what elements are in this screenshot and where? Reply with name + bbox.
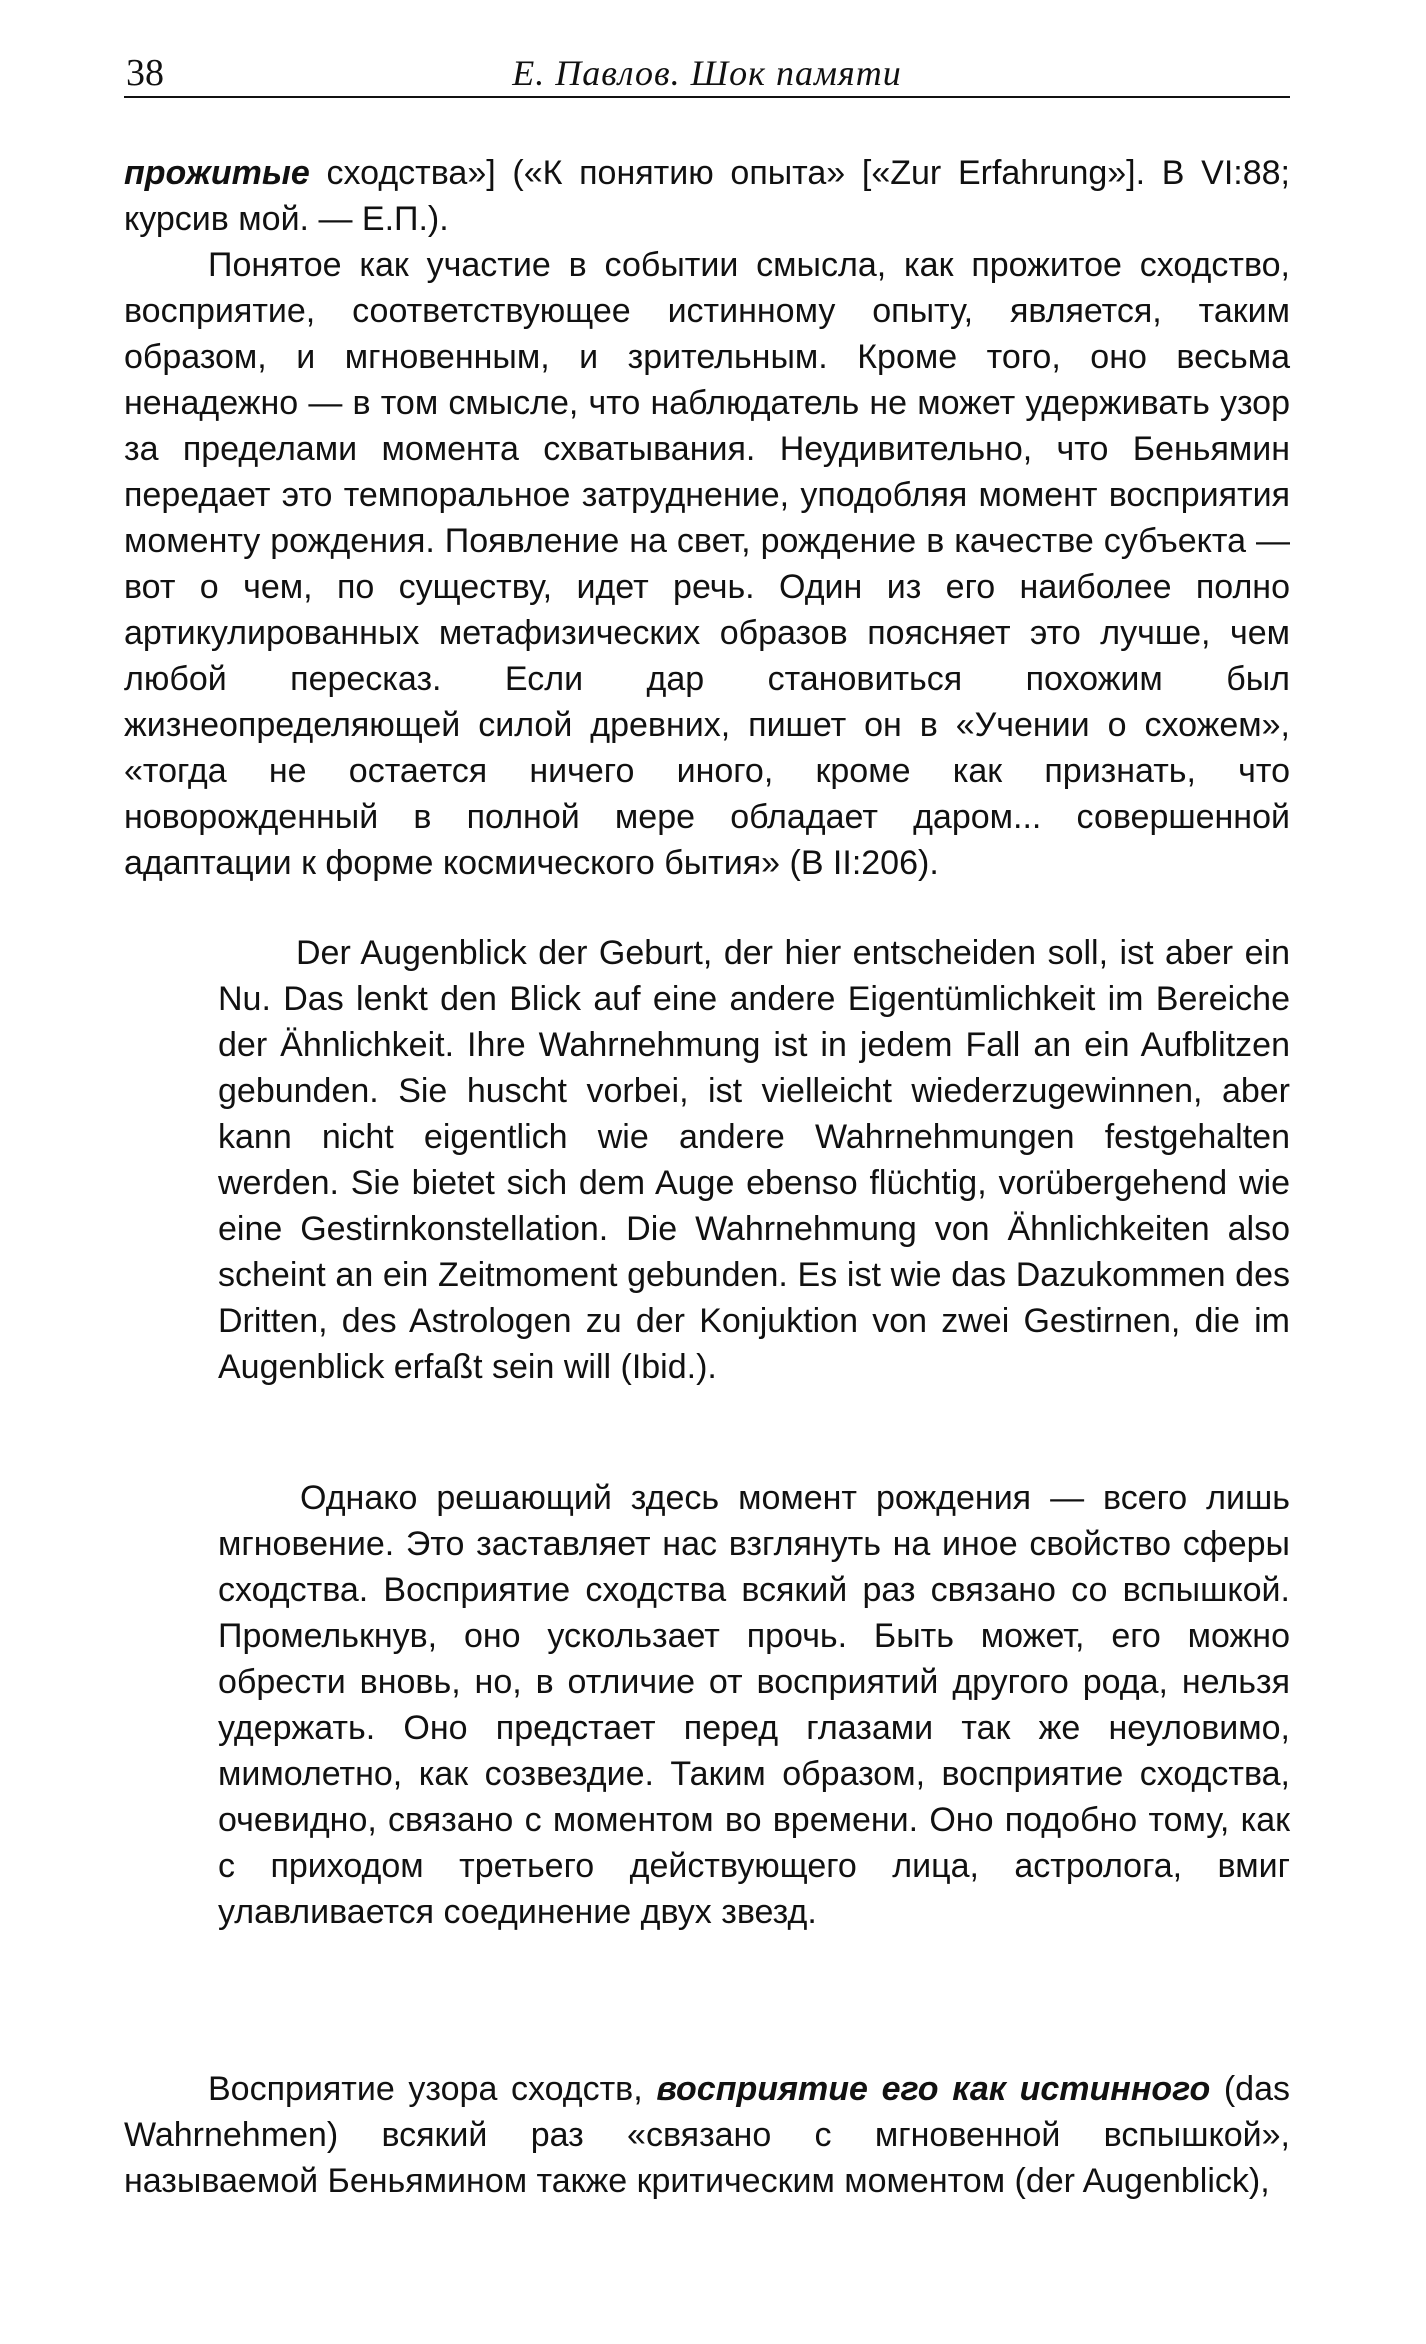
quote-text: Der Augenblick der Geburt, der hier entscheiden soll, ist aber ein Nu. Das lenkt den Blick auf eine andere Eigentümlichkeit im Bereiche der Ähnlichkeit. Ihre Wahrnehmung ist in jedem Fall an ein Aufblitzen gebunden. Sie huscht vorbei, ist vielleicht wiederzugewinnen, aber kann nicht eigentlich wie andere Wahrnehmungen festgehalten werden. Sie bietet sich dem Auge ebenso flüchtig, vorübergehend wie eine Gestirnkonstellation. Die Wahrnehmung von Ähnlichkeiten also scheint an ein Zeitmoment gebunden. Es ist wie das Dazukommen des Dritten, des Astrologen zu der Konjuktion von zwei Gestirnen, die im Augenblick erfaßt sein will (Ibid.).	[218, 934, 1290, 1386]
main-text-bottom	[124, 2066, 1290, 2204]
paragraph-text: (das Wahrnehmen) всякий раз «связано с мгновенной вспышкой», называемой Беньямином также критическим моментом (der Augenblick),	[124, 2070, 1290, 2200]
paragraph: Понятое как участие в событии смысла, как прожитое сходство, восприятие, соответствующее истинному опыту, является, таким образом, и мгновенным, и зрительным. Кроме того, оно весьма ненадежно — в том смысле, что наблюдатель не может удерживать узор за пределами момента схватывания. Неудивительно, что Беньямин передает это темпоральное затруднение, уподобляя момент восприятия моменту рождения. Появление на свет, рождение в качестве субъекта — вот о чем, по существу, идет речь. Один из его наиболее полно артикулированных метафизических образов поясняет это лучше, чем любой пересказ. Если дар становиться похожим был жизнеопределяющей силой древних, пишет он в «Учении о схожем», «тогда не остается ничего иного, кроме как признать, что новорожденный в полной мере обладает даром... совершенной адаптации к форме космического бытия» (B II:206).	[124, 246, 1290, 882]
italic-phrase: прожитые	[124, 154, 310, 192]
block-quote-russian	[218, 1475, 1290, 1935]
running-head: Е. Павлов. Шок памяти	[512, 53, 902, 93]
italic-phrase: восприятие его как истинного	[656, 2070, 1211, 2108]
block-quote-german	[218, 930, 1290, 1390]
main-text-top	[124, 150, 1290, 886]
page-number: 38	[126, 52, 164, 94]
paragraph-continuation	[124, 150, 1290, 242]
page-header	[124, 50, 1290, 98]
paragraph-text: Восприятие узора сходств,	[208, 2070, 657, 2108]
quote-text: Однако решающий здесь момент рождения — всего лишь мгновение. Это заставляет нас взглянуть на иное свойство сферы сходства. Восприятие сходства всякий раз связано со вспышкой. Промелькнув, оно ускользает прочь. Быть может, его можно обрести вновь, но, в отличие от восприятий другого рода, нельзя удержать. Оно предстает перед глазами так же неуловимо, мимолетно, как созвездие. Таким образом, восприятие сходства, очевидно, связано с моментом во времени. Оно подобно тому, как с приходом третьего действующего лица, астролога, вмиг улавливается соединение двух звезд.	[218, 1479, 1290, 1931]
paragraph-text: сходства»] («К понятию опыта» [«Zur Erfahrung»]. В VI:88; курсив мой. — Е.П.).	[124, 154, 1290, 238]
paragraph	[124, 2066, 1290, 2204]
